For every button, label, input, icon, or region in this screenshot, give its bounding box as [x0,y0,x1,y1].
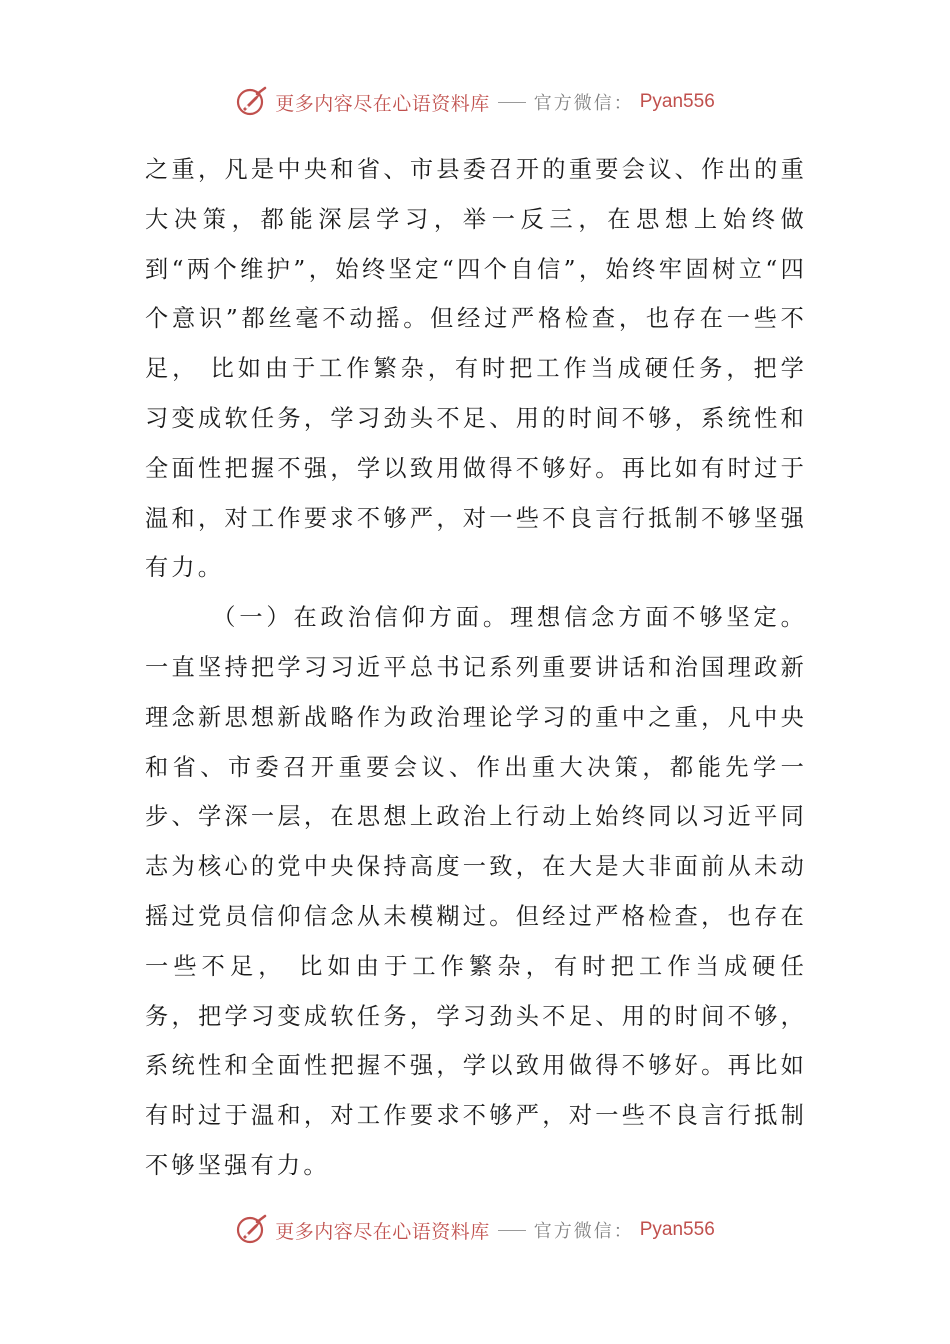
banner-main-text: 更多内容尽在心语资料库 [275,92,490,115]
banner-wechat-id: Pyan556 [639,91,715,112]
pen-nib-logo-icon [235,1213,269,1247]
paragraph-political-belief: （一）在政治信仰方面。理想信念方面不够坚定。一直坚持把学习习近平总书记系列重要讲话和治国理政新理念新思想新战略作为政治理论学习的重中之重，凡中央和省、市委召开重要会议、作出重大决策，都能先学一步、学深一层，在思想上政治上行动上始终同以习近平同志为核心的党中央保持高度一致，在大是大非面前从未动摇过党员信仰信念从未模糊过。但经过严格检查，也存在一些不足， 比如由于工作繁杂，有时把工作当成硬任务，把学习变成软任务，学习劲头不足、用的时间不够，系统性和全面性把握不强，学以致用做得不够好。再比如有时过于温和，对工作要求不够严，对一些不良言行抵制不够坚强有力。 [145,604,807,1179]
banner-sub-text: 官方微信： [533,93,634,114]
footer-banner [0,1210,950,1250]
pen-nib-logo-icon [235,85,269,119]
paragraph-continued: 之重，凡是中央和省、市县委召开的重要会议、作出的重大决策，都能深层学习，举一反三，在思想上始终做到“两个维护”，始终坚定“四个自信”，始终牢固树立“四个意识”都丝毫不动摇。但经过严格检查，也存在一些不足， 比如由于工作繁杂，有时把工作当成硬任务，把学习变成软任务，学习劲头不足、用的时间不够，系统性和全面性把握不强，学以致用做得不够好。再比如有时过于温和，对工作要求不够严，对一些不良言行抵制不够坚强有力。 [145,156,807,582]
banner-dash [498,1230,526,1231]
banner-sub-text: 官方微信： [533,1221,634,1242]
banner-main-text: 更多内容尽在心语资料库 [275,1220,490,1243]
document-body [145,145,807,1191]
banner-wechat-id: Pyan556 [639,1219,715,1240]
header-banner [0,82,950,122]
banner-dash [498,102,526,103]
